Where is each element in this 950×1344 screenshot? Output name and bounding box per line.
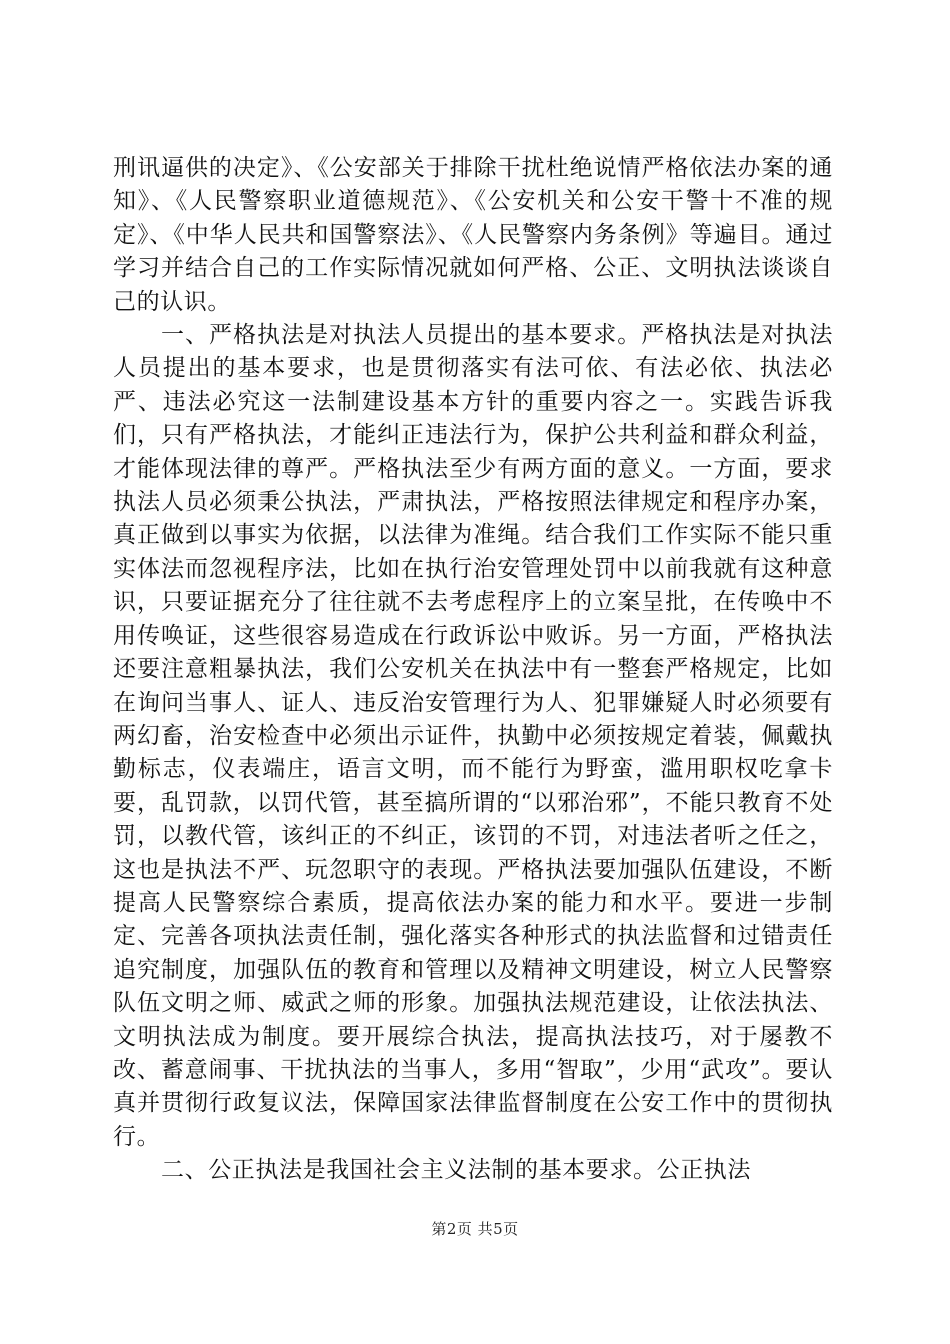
paragraph-continuation: 刑讯逼供的决定》、《公安部关于排除干扰杜绝说情严格依法办案的通知》、《人民警察职业道德规范》、《公安机关和公安干警十不准的规定》、《中华人民共和国警察法》、《人民警察内务条例》等遍目。通过学习并结合自己的工作实际情况就如何严格、公正、文明执法谈谈自己的认识。 — [113, 155, 833, 315]
page-number-footer: 第2页 共5页 — [431, 1220, 519, 1238]
paragraph-strict-enforcement: 一、严格执法是对执法人员提出的基本要求。严格执法是对执法人员提出的基本要求，也是贯彻落实有法可依、有法必依、执法必严、违法必究这一法制建设基本方针的重要内容之一。实践告诉我们，只有严格执法，才能纠正违法行为，保护公共利益和群众利益，才能体现法律的尊严。严格执法至少有两方面的意义。一方面，要求执法人员必须秉公执法，严肃执法，严格按照法律规定和程序办案，真正做到以事实为依据，以法律为准绳。结合我们工作实际不能只重实体法而忽视程序法，比如在执行治安管理处罚中以前我就有这种意识，只要证据充分了往往就不去考虑程序上的立案呈批，在传唤中不用传唤证，这些很容易造成在行政诉讼中败诉。另一方面，严格执法还要注意粗暴执法，我们公安机关在执法中有一整套严格规定，比如在询问当事人、证人、违反治安管理行为人、犯罪嫌疑人时必须要有两幻畜，治安检查中必须出示证件，执勤中必须按规定着装，佩戴执勤标志，仪表端庄，语言文明，而不能行为野蛮，滥用职权吃拿卡要，乱罚款，以罚代管，甚至搞所谓的“以邪治邪”，不能只教育不处罚，以教代管，该纠正的不纠正，该罚的不罚，对违法者听之任之，这也是执法不严、玩忽职守的表现。严格执法要加强队伍建设，不断提高人民警察综合素质，提高依法办案的能力和水平。要进一步制定、完善各项执法责任制，强化落实各种形式的执法监督和过错责任追究制度，加强队伍的教育和管理以及精神文明建设，树立人民警察队伍文明之师、威武之师的形象。加强执法规范建设，让依法执法、文明执法成为制度。要开展综合执法，提高执法技巧，对于屡教不改、蓄意闹事、干扰执法的当事人，多用“智取”，少用“武攻”。要认真并贯彻行政复议法，保障国家法律监督制度在公安工作中的贯彻执行。 — [113, 322, 833, 1150]
paragraph-fair-enforcement: 二、公正执法是我国社会主义法制的基本要求。公正执法 — [161, 1157, 751, 1184]
document-body — [113, 152, 833, 1188]
